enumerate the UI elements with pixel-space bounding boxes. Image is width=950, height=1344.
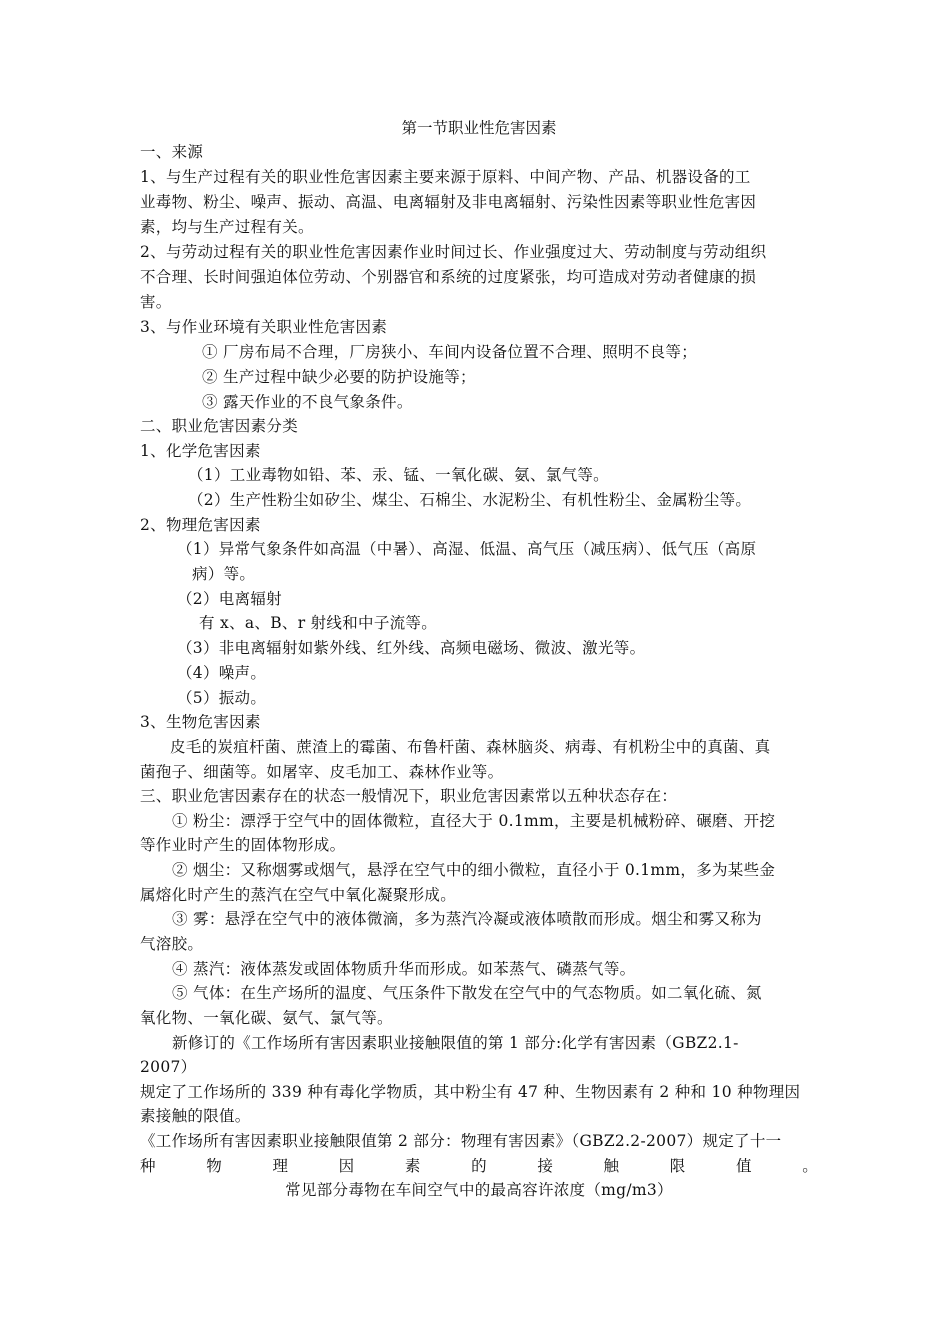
list-item: ⑤ 气体：在生产场所的温度、气压条件下散发在空气中的气态物质。如二氧化硫、氮 [172, 984, 762, 1002]
list-item: （1）工业毒物如铅、苯、汞、锰、一氧化碳、氨、氯气等。 [188, 466, 609, 484]
subsection-heading: 3、生物危害因素 [140, 713, 261, 731]
paragraph-line: 害。 [140, 293, 172, 311]
list-item: （4）噪声。 [177, 664, 267, 682]
paragraph-line: 菌孢子、细菌等。如屠宰、皮毛加工、森林作业等。 [140, 763, 504, 781]
paragraph-line: 不合理、长时间强迫体位劳动、个别器官和系统的过度紧张，均可造成对劳动者健康的损 [140, 268, 757, 286]
paragraph-line: 素，均与生产过程有关。 [140, 218, 314, 236]
list-item-continuation: 病）等。 [192, 565, 256, 583]
subsection-heading: 3、与作业环境有关职业性危害因素 [140, 318, 388, 336]
paragraph-line: 规定了工作场所的 339 种有毒化学物质，其中粉尘有 47 种、生物因素有 2 种和 10 种物理因 [140, 1083, 801, 1101]
list-item-continuation: 氧化物、一氧化碳、氨气、氯气等。 [140, 1009, 393, 1027]
list-item: （2）生产性粉尘如矽尘、煤尘、石棉尘、水泥粉尘、有机性粉尘、金属粉尘等。 [188, 491, 752, 509]
list-item: （1）异常气象条件如高温（中暑）、高湿、低温、高气压（减压病）、低气压（高原 [177, 540, 757, 558]
section-heading-classification: 二、职业危害因素分类 [140, 417, 299, 435]
list-item: ④ 蒸汽：液体蒸发或固体物质升华而形成。如苯蒸气、磷蒸气等。 [172, 960, 636, 978]
list-item-continuation: 气溶胶。 [140, 935, 204, 953]
paragraph-line: 1、与生产过程有关的职业性危害因素主要来源于原料、中间产物、产品、机器设备的工 [140, 168, 751, 186]
list-item: ② 生产过程中缺少必要的防护设施等； [202, 368, 476, 386]
section-heading-sources: 一、来源 [140, 143, 204, 161]
list-item: ③ 雾：悬浮在空气中的液体微滴，多为蒸汽冷凝或液体喷散而形成。烟尘和雾又称为 [172, 910, 762, 928]
list-item: （2）电离辐射 [177, 590, 282, 608]
subsection-heading: 2、物理危害因素 [140, 516, 261, 534]
paragraph-line: 《工作场所有害因素职业接触限值第 2 部分：物理有害因素》（GBZ2.2-2007）规定了十一 [140, 1132, 782, 1150]
list-item: （3）非电离辐射如紫外线、红外线、高频电磁场、微波、激光等。 [177, 639, 646, 657]
list-item: ③ 露天作业的不良气象条件。 [202, 393, 413, 411]
list-item: ① 粉尘：漂浮于空气中的固体微粒，直径大于 0.1mm，主要是机械粉碎、碾磨、开挖 [172, 812, 776, 830]
paragraph-line: 2、与劳动过程有关的职业性危害因素作业时间过长、作业强度过大、劳动制度与劳动组织 [140, 243, 767, 261]
paragraph-line: 业毒物、粉尘、噪声、振动、高温、电离辐射及非电离辐射、污染性因素等职业性危害因 [140, 193, 757, 211]
list-item: ① 厂房布局不合理，厂房狭小、车间内设备位置不合理、照明不良等； [202, 343, 698, 361]
list-item: ② 烟尘：又称烟雾或烟气，悬浮在空气中的细小微粒，直径小于 0.1mm，多为某些金 [172, 861, 776, 879]
list-item-detail: 有 x、a、B、r 射线和中子流等。 [199, 614, 438, 632]
page-title: 第一节职业性危害因素 [401, 119, 557, 137]
list-item: （5）振动。 [177, 689, 267, 707]
paragraph-line: 皮毛的炭疽杆菌、蔗渣上的霉菌、布鲁杆菌、森林脑炎、病毒、有机粉尘中的真菌、真 [170, 738, 771, 756]
subsection-heading: 1、化学危害因素 [140, 442, 261, 460]
paragraph-line: 素接触的限值。 [140, 1107, 251, 1125]
paragraph-line: 新修订的《工作场所有害因素职业接触限值的第 1 部分:化学有害因素（GBZ2.1- [172, 1034, 739, 1052]
table-caption: 常见部分毒物在车间空气中的最高容许浓度（mg/m3） [285, 1181, 673, 1199]
list-item-continuation: 属熔化时产生的蒸汽在空气中氧化凝聚形成。 [140, 886, 457, 904]
paragraph-line-spread: 种 物 理 因 素 的 接 触 限 值 。 [140, 1157, 818, 1175]
section-heading-states: 三、职业危害因素存在的状态一般情况下，职业危害因素常以五种状态存在： [140, 787, 678, 805]
list-item-continuation: 等作业时产生的固体物形成。 [140, 836, 346, 854]
paragraph-line: 2007） [140, 1058, 197, 1076]
